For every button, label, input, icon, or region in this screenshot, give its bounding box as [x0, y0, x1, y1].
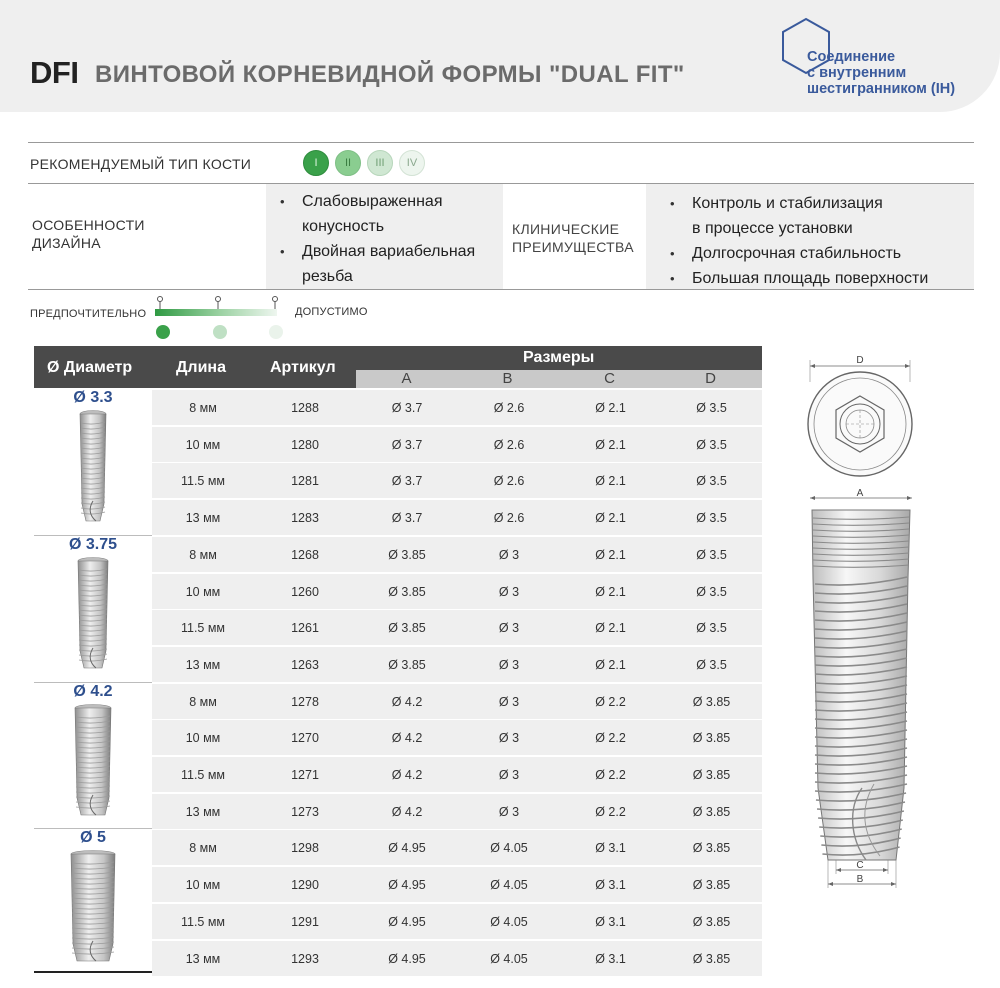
article-cell: 1273 [291, 804, 319, 819]
clinical-benefits-label [512, 220, 634, 256]
dim-b-cell: Ø 2.6 [493, 474, 525, 489]
feature-text: • Слабовыраженная [302, 193, 443, 210]
dim-a-cell: Ø 4.2 [391, 731, 423, 746]
article-cell: 1290 [291, 878, 319, 893]
table-row [152, 719, 762, 755]
table-row [152, 793, 762, 829]
dim-a-cell: Ø 3.7 [391, 401, 423, 415]
length-cell: 10 мм [185, 584, 221, 599]
table-row [152, 389, 762, 425]
bone-type-2: II [335, 150, 361, 176]
length-cell: 11.5 мм [180, 474, 226, 489]
length-cell: 8 мм [189, 694, 217, 709]
design-features-label [32, 216, 145, 252]
dim-c-cell: Ø 2.2 [595, 768, 626, 782]
benefit-item [656, 191, 928, 241]
dim-b-cell: Ø 3 [498, 621, 520, 636]
page-title: ВИНТОВОЙ КОРНЕВИДНОЙ ФОРМЫ "DUAL FIT" [95, 61, 685, 88]
bone-type-1: I [303, 150, 329, 176]
dim-c-cell: Ø 2.2 [595, 804, 626, 819]
implant-image [63, 409, 123, 531]
dim-d-cell: Ø 3.5 [696, 584, 727, 599]
implant-side-view-drawing [800, 488, 930, 888]
divider [28, 289, 974, 290]
dimension-subheader [356, 370, 762, 388]
table-row [152, 536, 762, 572]
implant-image [63, 556, 123, 678]
dim-d-cell: Ø 3.5 [696, 437, 727, 452]
dim-b-cell: Ø 3 [498, 657, 520, 672]
dim-a-cell: Ø 4.2 [391, 694, 423, 709]
length-cell: 13 мм [185, 511, 221, 526]
dim-b-cell: Ø 3 [498, 584, 520, 599]
diameter-label: Ø 3.3 [73, 389, 113, 406]
clinical-benefits-list [656, 191, 928, 291]
dim-a-cell: Ø 3.85 [388, 657, 426, 672]
scale-dot-middle [213, 325, 227, 339]
benefit-text: • Долгосрочная стабильность [692, 245, 902, 262]
dim-b-cell: Ø 4.05 [490, 841, 528, 856]
benefit-item [656, 266, 928, 291]
bone-type-indicators [303, 150, 425, 176]
dim-a-cell: Ø 4.95 [388, 951, 426, 966]
dim-a-cell: Ø 4.95 [388, 914, 426, 929]
dim-c-cell: Ø 3.1 [595, 878, 626, 893]
dim-d-cell: Ø 3.5 [696, 657, 727, 672]
dim-b-cell: Ø 2.6 [493, 437, 525, 452]
article-cell: 1293 [291, 951, 319, 966]
dim-d-cell: Ø 3.85 [692, 731, 731, 746]
bone-type-4: IV [399, 150, 425, 176]
article-cell: 1271 [291, 768, 319, 782]
length-cell: 11.5 мм [180, 621, 226, 636]
diameter-label: Ø 4.2 [73, 682, 113, 700]
scale-dot-acceptable [269, 325, 283, 339]
header-length: Длина [176, 359, 226, 376]
table-row [152, 609, 762, 645]
table-row [152, 646, 762, 682]
dim-c-cell: Ø 2.1 [595, 547, 626, 562]
dim-d-cell: Ø 3.5 [696, 511, 727, 526]
implant-image [63, 849, 123, 971]
feature-item [266, 239, 475, 289]
article-cell: 1283 [291, 511, 319, 526]
article-cell: 1268 [291, 547, 319, 562]
header-article: Артикул [270, 359, 336, 376]
dim-c-cell: Ø 3.1 [595, 914, 626, 929]
dim-d-cell: Ø 3.5 [696, 401, 727, 415]
dim-d-cell: Ø 3.85 [692, 878, 731, 893]
dimension-label-d: D [856, 355, 864, 366]
preference-scale [150, 293, 290, 345]
feature-text: конусность [302, 218, 385, 235]
article-cell: 1278 [291, 694, 319, 709]
article-cell: 1298 [291, 841, 319, 856]
dim-d-cell: Ø 3.85 [692, 694, 731, 709]
length-cell: 11.5 мм [180, 914, 226, 929]
article-cell: 1288 [291, 401, 319, 415]
feature-text: • Двойная вариабельная [302, 243, 476, 260]
article-cell: 1261 [291, 621, 319, 636]
design-features-list [266, 189, 475, 289]
table-row [152, 573, 762, 609]
table-row [152, 866, 762, 902]
dim-d-cell: Ø 3.5 [696, 547, 727, 562]
table-row [152, 940, 762, 976]
dim-d-cell: Ø 3.85 [692, 804, 731, 819]
length-cell: 10 мм [185, 878, 221, 893]
dim-a-cell: Ø 4.95 [388, 841, 426, 856]
dimension-label-b: B [856, 874, 864, 885]
dim-c-cell: Ø 2.2 [595, 694, 626, 709]
dim-c-cell: Ø 2.1 [595, 511, 626, 526]
article-cell: 1263 [291, 657, 319, 672]
article-cell: 1270 [291, 731, 319, 746]
feature-text: резьба [302, 268, 353, 285]
divider [28, 142, 974, 143]
badge-line-3: шестигранником (IH) [807, 81, 956, 97]
page-header [0, 0, 1000, 112]
brand-name: DFI [30, 55, 79, 90]
dim-a-cell: Ø 4.2 [391, 768, 423, 782]
implant-top-view-drawing [800, 352, 920, 482]
features-label-line-2: ДИЗАЙНА [32, 235, 101, 251]
dim-d-cell: Ø 3.5 [696, 621, 727, 636]
scale-preferred-label: ПРЕДПОЧТИТЕЛЬНО [30, 308, 147, 320]
clinical-benefits-box [646, 184, 974, 289]
dim-b-cell: Ø 4.05 [490, 878, 528, 893]
header-dim-c: C [604, 370, 615, 387]
table-row [152, 426, 762, 462]
dim-b-cell: Ø 3 [498, 694, 520, 709]
features-label-line-1: ОСОБЕННОСТИ [32, 217, 145, 233]
dim-b-cell: Ø 3 [498, 768, 520, 782]
dim-a-cell: Ø 3.7 [391, 511, 423, 526]
dim-a-cell: Ø 3.7 [391, 474, 423, 489]
implant-image [63, 703, 123, 825]
dim-b-cell: Ø 3 [498, 804, 520, 819]
dim-b-cell: Ø 4.05 [490, 914, 528, 929]
header-diameter: Ø Диаметр [47, 359, 133, 376]
scale-dot-preferred [156, 325, 170, 339]
table-row [152, 756, 762, 792]
dim-c-cell: Ø 2.1 [595, 584, 626, 599]
dim-a-cell: Ø 3.85 [388, 547, 426, 562]
dim-d-cell: Ø 3.85 [692, 914, 731, 929]
dim-b-cell: Ø 4.05 [490, 951, 528, 966]
length-cell: 10 мм [185, 437, 221, 452]
length-cell: 8 мм [189, 841, 217, 856]
article-cell: 1260 [291, 584, 319, 599]
length-cell: 13 мм [185, 657, 221, 672]
benefits-label-line-2: ПРЕИМУЩЕСТВА [512, 239, 634, 255]
dim-c-cell: Ø 2.2 [595, 731, 626, 746]
length-cell: 10 мм [185, 731, 221, 746]
length-cell: 8 мм [189, 401, 217, 415]
dim-c-cell: Ø 2.1 [595, 657, 626, 672]
dim-a-cell: Ø 3.85 [388, 584, 426, 599]
benefit-text: в процессе установки [692, 220, 853, 237]
table-row [152, 462, 762, 498]
dim-b-cell: Ø 3 [498, 731, 520, 746]
feature-item [266, 189, 475, 239]
dimension-label-a: A [856, 488, 864, 499]
dim-b-cell: Ø 2.6 [493, 511, 525, 526]
benefit-item [656, 241, 928, 266]
bone-type-3: III [367, 150, 393, 176]
design-features-box [266, 184, 503, 289]
table-row [152, 683, 762, 719]
article-cell: 1281 [291, 474, 319, 489]
benefits-label-line-1: КЛИНИЧЕСКИЕ [512, 221, 620, 237]
dim-c-cell: Ø 2.1 [595, 401, 626, 415]
header-dim-b: B [502, 370, 513, 387]
connection-badge [807, 49, 955, 97]
table-row [152, 499, 762, 535]
dim-d-cell: Ø 3.85 [692, 841, 731, 856]
dim-d-cell: Ø 3.85 [692, 951, 731, 966]
length-cell: 13 мм [185, 951, 221, 966]
bone-type-label: РЕКОМЕНДУЕМЫЙ ТИП КОСТИ [30, 156, 252, 172]
benefit-text: • Большая площадь поверхности [692, 270, 929, 287]
header-dimensions: Размеры [523, 349, 595, 366]
article-cell: 1291 [291, 914, 319, 929]
dim-b-cell: Ø 2.6 [493, 401, 525, 415]
dim-d-cell: Ø 3.5 [696, 474, 727, 489]
benefit-text: • Контроль и стабилизация [692, 195, 883, 212]
dim-c-cell: Ø 2.1 [595, 437, 626, 452]
length-cell: 11.5 мм [180, 768, 226, 782]
badge-line-2: с внутренним [807, 65, 907, 81]
dim-a-cell: Ø 3.7 [391, 437, 423, 452]
dim-c-cell: Ø 2.1 [595, 474, 626, 489]
header-dim-a: A [401, 370, 412, 387]
dim-c-cell: Ø 3.1 [595, 841, 626, 856]
diameter-label: Ø 3.75 [68, 535, 118, 553]
scale-acceptable-label: ДОПУСТИМО [295, 306, 368, 318]
dim-a-cell: Ø 3.85 [388, 621, 426, 636]
diameter-label: Ø 5 [80, 829, 106, 847]
dimension-label-c: C [856, 860, 864, 871]
table-row [152, 829, 762, 865]
dim-c-cell: Ø 2.1 [595, 621, 626, 636]
table-row [152, 903, 762, 939]
article-cell: 1280 [291, 437, 319, 452]
dim-b-cell: Ø 3 [498, 547, 520, 562]
length-cell: 8 мм [189, 547, 217, 562]
length-cell: 13 мм [185, 804, 221, 819]
dim-d-cell: Ø 3.85 [692, 768, 731, 782]
dim-a-cell: Ø 4.2 [391, 804, 423, 819]
dim-a-cell: Ø 4.95 [388, 878, 426, 893]
header-dim-d: D [705, 370, 716, 387]
dim-c-cell: Ø 3.1 [595, 951, 626, 966]
badge-line-1: Соединение [807, 49, 896, 65]
